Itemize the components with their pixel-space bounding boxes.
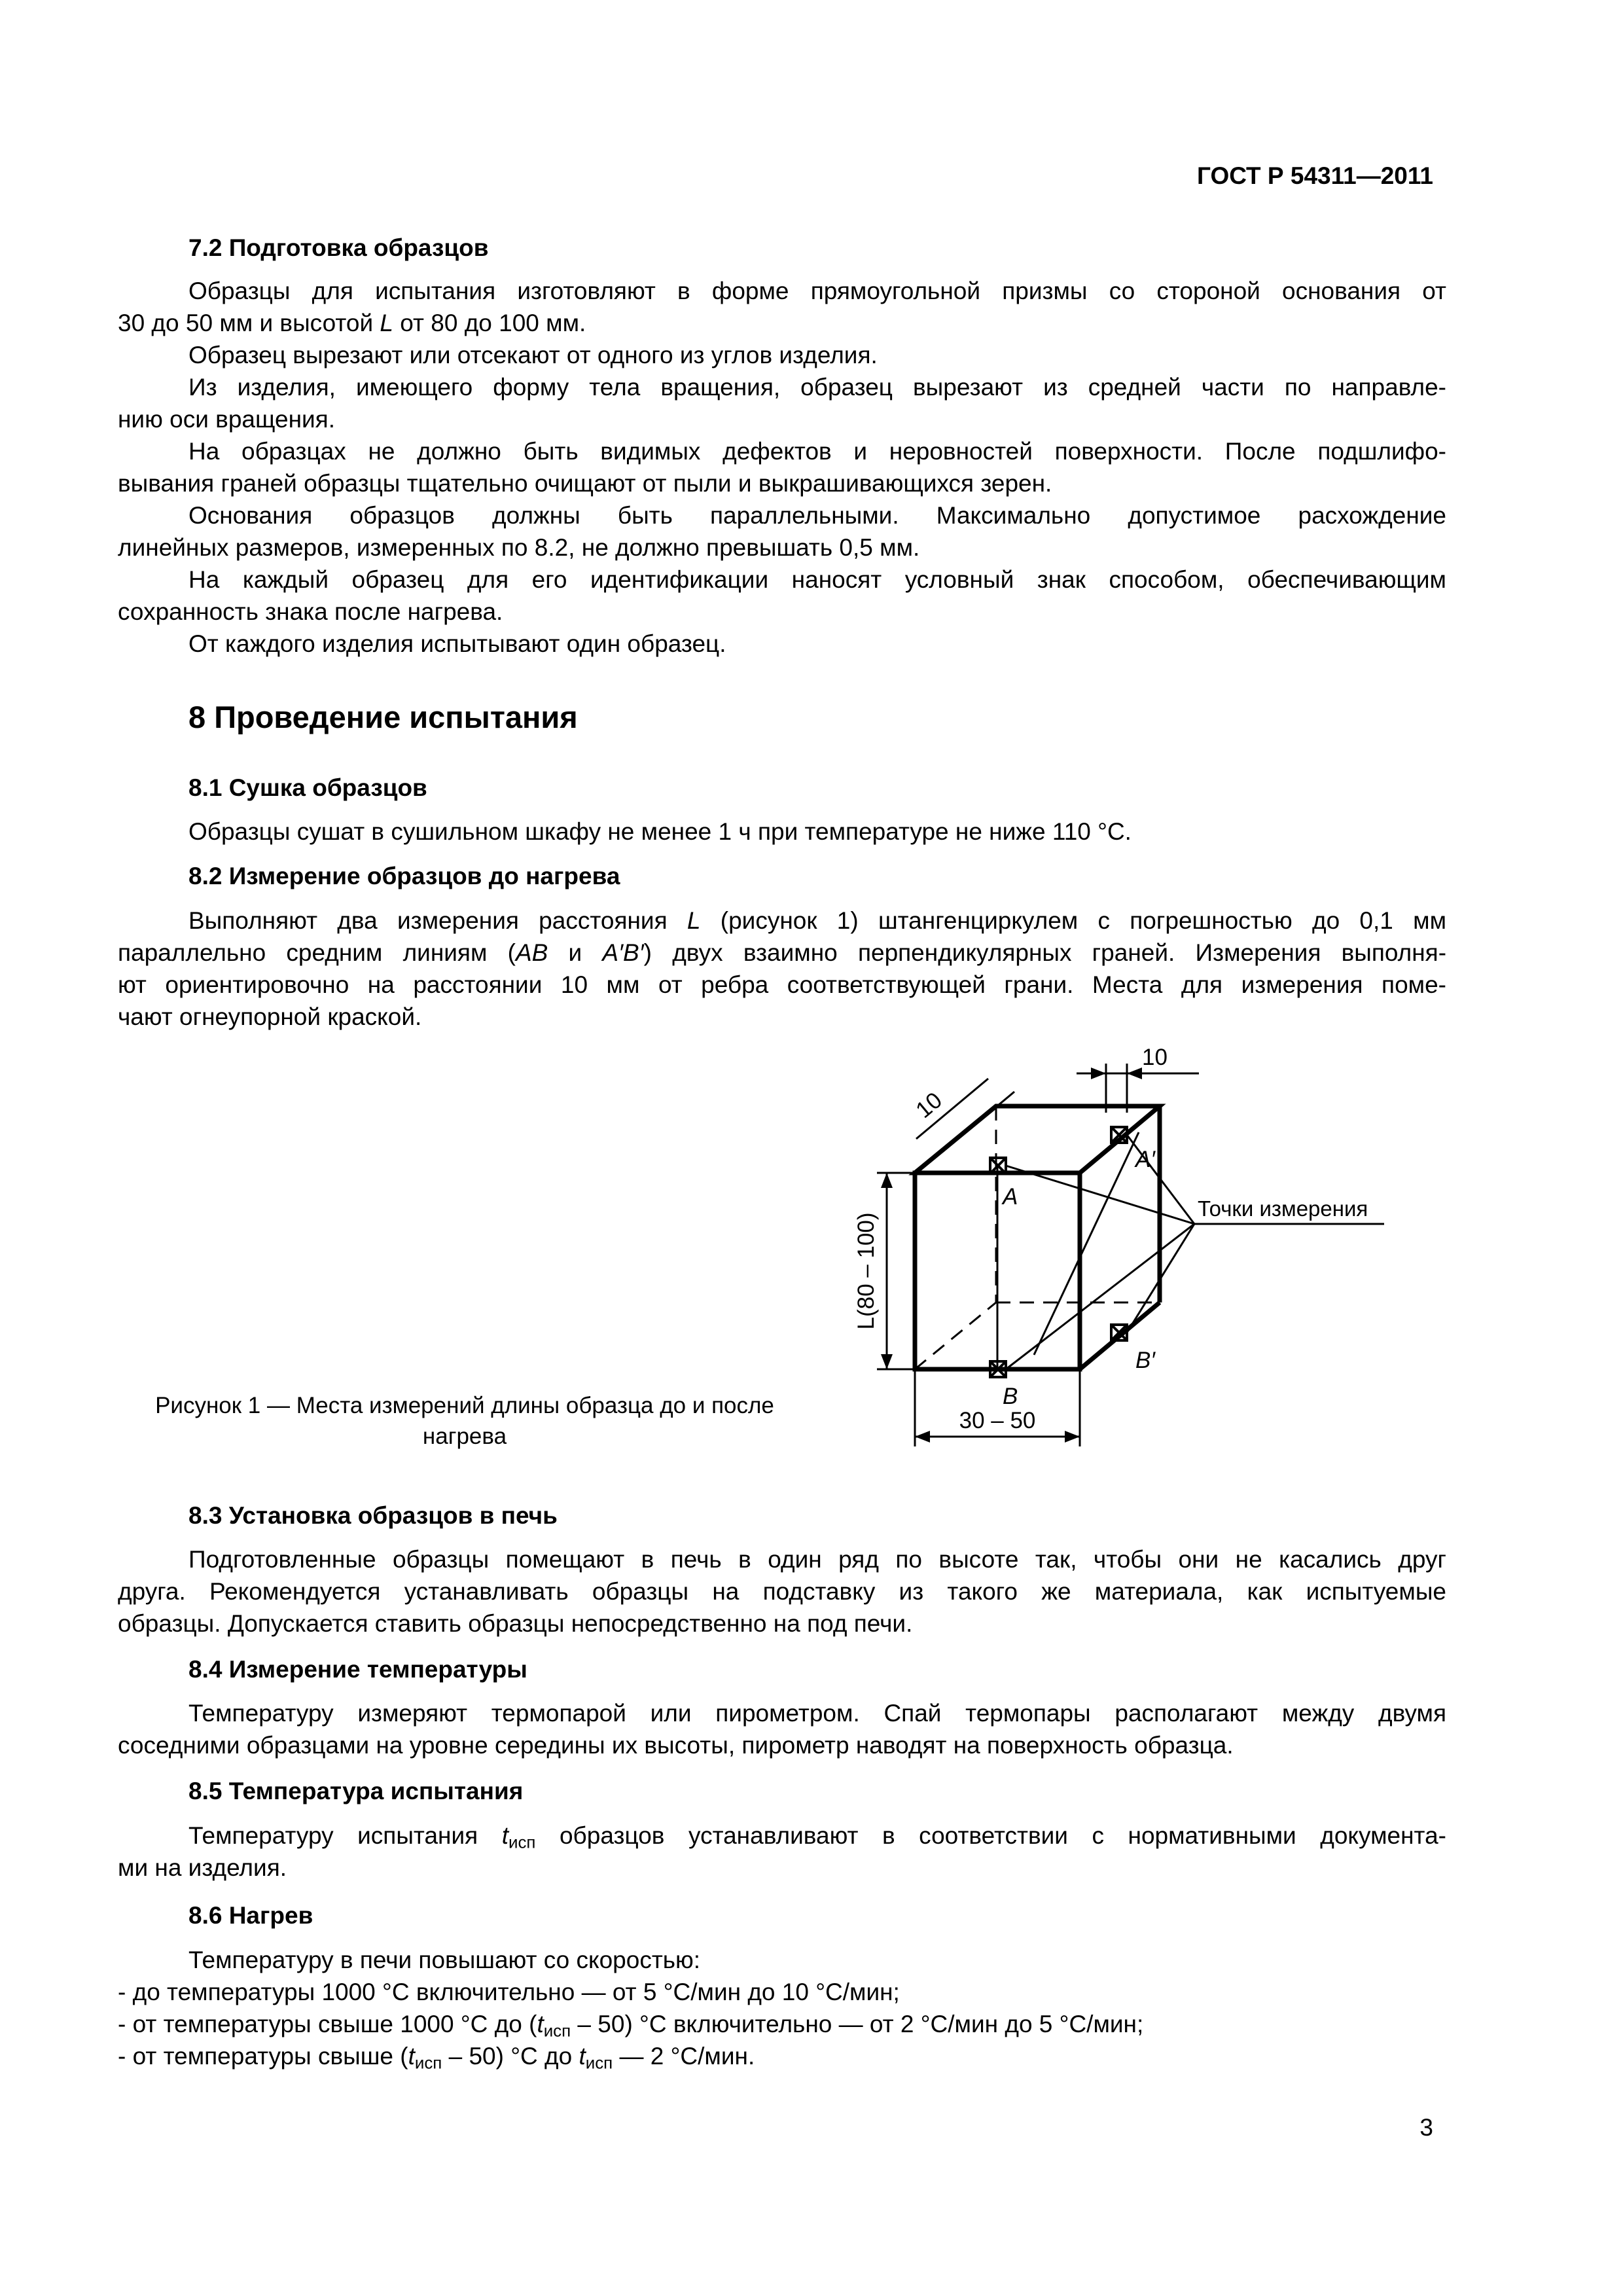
page-number: 3 — [1419, 2114, 1433, 2141]
s72-p3-line1: Из изделия, имеющего форму тела вращения, образец вырезают из средней части по направле- — [188, 374, 1446, 401]
label-b-prime: B′ — [1135, 1348, 1155, 1373]
s72-p5-line1: Основания образцов должны быть параллельными. Максимально допустимое расхождение — [188, 502, 1446, 529]
s81-p1: Образцы сушат в сушильном шкафу не менее 1 ч при температуре не ниже 110 °С. — [188, 818, 1132, 845]
section-8-6-title: 8.6 Нагрев — [188, 1902, 313, 1929]
label-a-prime: A′ — [1135, 1147, 1155, 1172]
section-8-title: 8 Проведение испытания — [188, 700, 578, 734]
section-8-5-title: 8.5 Температура испытания — [188, 1778, 524, 1804]
figure-sample-prism — [812, 1028, 1446, 1466]
s83-line1: Подготовленные образцы помещают в печь в один ряд по высоте так, чтобы они не касались друг — [188, 1546, 1446, 1573]
s86-item-2: - от температуры свыше 1000 °С до $(t_{исп} - 50)$ °С включительно — от 2 °С/мин до 5 °С/мин; — [118, 2011, 1144, 2041]
s72-p1-line1: Образцы для испытания изготовляют в форме прямоугольной призмы со стороной основания от — [188, 278, 1446, 304]
s86-intro: Температуру в печи повышают со скоростью: — [188, 1946, 701, 1973]
section-8-4-title: 8.4 Измерение температуры — [188, 1656, 527, 1683]
s72-p1-line2: 30 до 50 мм и высотой L от 80 до 100 мм. — [118, 310, 586, 336]
s72-p4-line2: вывания граней образцы тщательно очищают от пыли и выкрашивающихся зерен. — [118, 470, 1052, 497]
s86-item-3: - от температуры свыше $(t_{исп} - 50)$ °С до $t_{исп}$ — 2 °С/мин. — [118, 2043, 755, 2073]
leader-lines — [1006, 1135, 1384, 1369]
leader-label: Точки измерения — [1198, 1196, 1368, 1221]
s72-p5-line2: линейных размеров, измеренных по 8.2, не должно превышать 0,5 мм. — [118, 534, 920, 561]
s82-line1: Выполняют два измерения расстояния L (рисунок 1) штангенциркулем с погрешностью до 0,1 мм — [188, 907, 1447, 934]
s72-p7: От каждого изделия испытывают один образец. — [188, 630, 726, 657]
s82-line4: чают огнеупорной краской. — [118, 1003, 422, 1030]
figure-caption-line2: нагрева — [422, 1424, 507, 1449]
s72-p2: Образец вырезают или отсекают от одного из углов изделия. — [188, 342, 878, 368]
section-8-3-title: 8.3 Установка образцов в печь — [188, 1502, 558, 1529]
s85-line1: Температуру испытания $t_{исп}$ образцов устанавливают в соответствии с нормативными документа- — [188, 1822, 1446, 1852]
s84-line2: соседними образцами на уровне середины их высоты, пирометр наводят на поверхность образца. — [118, 1732, 1234, 1759]
s83-line2: друга. Рекомендуется устанавливать образцы на подставку из такого же материала, как испытуемые — [118, 1578, 1446, 1605]
s86-item-1: - до температуры 1000 °С включительно — от 5 °С/мин до 10 °С/мин; — [118, 1979, 900, 2005]
dim-height-label: L(80 – 100) — [853, 1212, 879, 1330]
s84-line1: Температуру измеряют термопарой или пирометром. Спай термопары располагают между двумя — [188, 1700, 1446, 1727]
s85-line2: ми на изделия. — [118, 1854, 287, 1881]
s72-p4-line1: На образцах не должно быть видимых дефектов и неровностей поверхности. После подшлифо- — [188, 438, 1446, 465]
dim-width-label: 30 – 50 — [959, 1408, 1036, 1433]
dim-top-10: 10 — [1142, 1045, 1168, 1070]
section-8-1-title: 8.1 Сушка образцов — [188, 774, 427, 801]
s82-line3: ют ориентировочно на расстоянии 10 мм от ребра соответствующей грани. Места для измерения поме- — [118, 971, 1446, 998]
document-id: ГОСТ Р 54311—2011 — [1196, 162, 1433, 189]
section-8-2-title: 8.2 Измерение образцов до нагрева — [188, 863, 620, 889]
label-b: B — [1003, 1384, 1018, 1409]
s83-line3: образцы. Допускается ставить образцы непосредственно на под печи. — [118, 1610, 913, 1637]
section-7-2-title: 7.2 Подготовка образцов — [188, 234, 489, 261]
measurement-point-markers — [990, 1127, 1127, 1377]
s72-p6-line2: сохранность знака после нагрева. — [118, 598, 503, 625]
figure-caption-line1: Рисунок 1 — Места измерений длины образца до и после — [155, 1393, 774, 1418]
s72-p3-line2: нию оси вращения. — [118, 406, 335, 433]
s82-line2: параллельно средним линиям (AB и A′B′) двух взаимно перпендикулярных граней. Измерения выполня- — [118, 939, 1447, 966]
s72-p6-line1: На каждый образец для его идентификации наносят условный знак способом, обеспечивающим — [188, 566, 1446, 593]
label-a: A — [1003, 1184, 1018, 1210]
dim-diag-10: 10 — [911, 1087, 947, 1124]
